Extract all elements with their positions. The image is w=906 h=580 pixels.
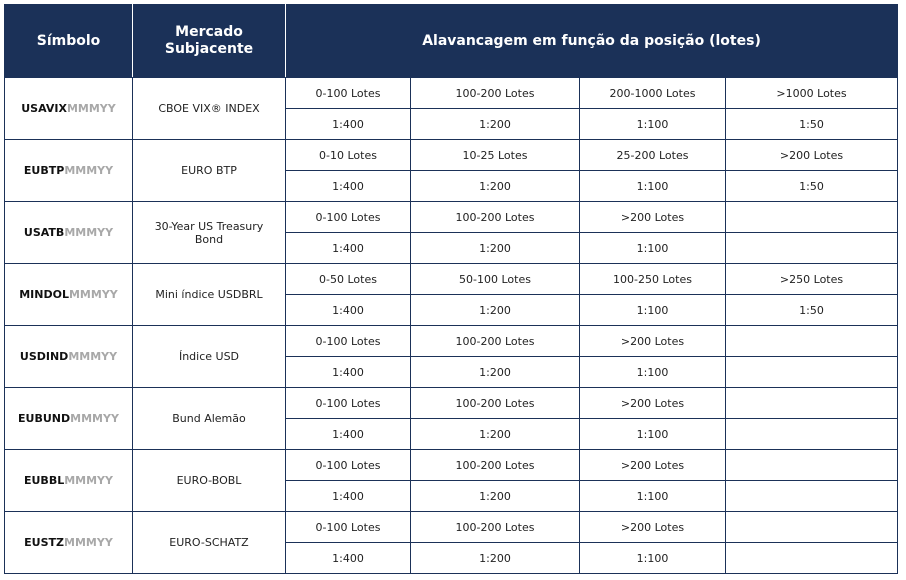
table-row-tiers (5, 78, 898, 109)
tier-cell: >200 Lotes (580, 388, 726, 419)
tier-cell: >200 Lotes (726, 140, 898, 171)
symbol-suffix: MMMYY (64, 536, 113, 549)
symbol-suffix: MMMYY (68, 288, 118, 301)
underlying-cell: EURO-SCHATZ (133, 512, 286, 574)
tier-cell: >200 Lotes (580, 512, 726, 543)
symbol-cell (5, 202, 133, 264)
leverage-cell: 1:100 (580, 481, 726, 512)
leverage-cell: 1:200 (411, 419, 580, 450)
header-underlying (133, 5, 286, 78)
leverage-table-container (4, 4, 898, 574)
tier-cell: >1000 Lotes (726, 78, 898, 109)
symbol-base: EUBBL (23, 474, 65, 487)
symbol-base: EUBUND (18, 412, 71, 425)
symbol-suffix: MMMYY (70, 412, 119, 425)
leverage-cell: 1:50 (726, 295, 898, 326)
leverage-cell: 1:200 (411, 109, 580, 140)
tier-cell: 100-200 Lotes (411, 512, 580, 543)
underlying-cell: Bund Alemão (133, 388, 286, 450)
table-row-tiers (5, 512, 898, 543)
tier-cell: 100-200 Lotes (411, 326, 580, 357)
tier-cell (726, 202, 898, 233)
leverage-cell: 1:200 (411, 295, 580, 326)
leverage-cell: 1:400 (286, 295, 411, 326)
tier-cell: 0-100 Lotes (286, 512, 411, 543)
symbol-base: USAVIX (21, 102, 67, 115)
tier-cell: 0-100 Lotes (286, 388, 411, 419)
header-symbol: Símbolo (5, 5, 133, 78)
symbol-cell (5, 140, 133, 202)
tier-cell: >200 Lotes (580, 450, 726, 481)
table-row-tiers (5, 202, 898, 233)
tier-cell: 100-200 Lotes (411, 388, 580, 419)
symbol-cell (5, 512, 133, 574)
table-row-tiers (5, 450, 898, 481)
tier-cell (726, 388, 898, 419)
tier-cell: 25-200 Lotes (580, 140, 726, 171)
leverage-cell: 1:100 (580, 295, 726, 326)
tier-cell: 0-100 Lotes (286, 78, 411, 109)
symbol-base: USDIND (19, 350, 69, 363)
symbol-suffix: MMMYY (64, 226, 114, 239)
leverage-cell: 1:400 (286, 419, 411, 450)
tier-cell: 100-200 Lotes (411, 78, 580, 109)
table-body (5, 78, 898, 574)
tier-cell: 100-250 Lotes (580, 264, 726, 295)
symbol-suffix: MMMYY (64, 164, 114, 177)
leverage-cell: 1:200 (411, 543, 580, 574)
underlying-cell: EURO BTP (133, 140, 286, 202)
leverage-cell: 1:100 (580, 109, 726, 140)
header-underlying-line1: Mercado (175, 24, 243, 40)
header-leverage: Alavancagem em função da posição (lotes) (286, 5, 898, 78)
tier-cell: 0-100 Lotes (286, 202, 411, 233)
leverage-cell: 1:400 (286, 543, 411, 574)
leverage-cell: 1:100 (580, 171, 726, 202)
header-underlying-line2: Subjacente (164, 41, 254, 57)
leverage-table (4, 4, 898, 574)
tier-cell: 200-1000 Lotes (580, 78, 726, 109)
leverage-cell: 1:100 (580, 357, 726, 388)
tier-cell: 50-100 Lotes (411, 264, 580, 295)
underlying-cell: CBOE VIX® INDEX (133, 78, 286, 140)
tier-cell: >200 Lotes (580, 326, 726, 357)
leverage-cell: 1:200 (411, 357, 580, 388)
tier-cell (726, 512, 898, 543)
symbol-cell (5, 264, 133, 326)
tier-cell: 0-100 Lotes (286, 450, 411, 481)
leverage-cell: 1:400 (286, 481, 411, 512)
leverage-cell: 1:100 (580, 419, 726, 450)
tier-cell: 100-200 Lotes (411, 450, 580, 481)
underlying-cell: EURO-BOBL (133, 450, 286, 512)
symbol-base: USATB (23, 226, 65, 239)
symbol-cell (5, 326, 133, 388)
leverage-cell: 1:200 (411, 233, 580, 264)
leverage-cell: 1:50 (726, 171, 898, 202)
underlying-cell: Mini índice USDBRL (133, 264, 286, 326)
leverage-cell (726, 357, 898, 388)
symbol-cell (5, 78, 133, 140)
tier-cell: >250 Lotes (726, 264, 898, 295)
symbol-suffix: MMMYY (66, 102, 116, 115)
leverage-cell (726, 481, 898, 512)
table-row-tiers (5, 326, 898, 357)
table-row-tiers (5, 140, 898, 171)
symbol-base: EUBTP (23, 164, 65, 177)
leverage-cell: 1:200 (411, 171, 580, 202)
leverage-cell (726, 233, 898, 264)
symbol-base: EUSTZ (24, 536, 65, 549)
tier-cell (726, 450, 898, 481)
leverage-cell: 1:400 (286, 357, 411, 388)
symbol-cell (5, 388, 133, 450)
underlying-cell: Índice USD (133, 326, 286, 388)
leverage-cell: 1:200 (411, 481, 580, 512)
leverage-cell: 1:100 (580, 543, 726, 574)
leverage-cell: 1:400 (286, 171, 411, 202)
leverage-cell: 1:100 (580, 233, 726, 264)
tier-cell: 0-10 Lotes (286, 140, 411, 171)
tier-cell: 10-25 Lotes (411, 140, 580, 171)
leverage-cell (726, 419, 898, 450)
tier-cell: >200 Lotes (580, 202, 726, 233)
table-row-tiers (5, 264, 898, 295)
symbol-suffix: MMMYY (68, 350, 118, 363)
leverage-cell: 1:400 (286, 109, 411, 140)
symbol-base: MINDOL (19, 288, 69, 301)
symbol-cell (5, 450, 133, 512)
underlying-cell: 30-Year US Treasury Bond (133, 202, 286, 264)
tier-cell: 0-100 Lotes (286, 326, 411, 357)
tier-cell (726, 326, 898, 357)
header-row (5, 5, 898, 78)
symbol-suffix: MMMYY (64, 474, 113, 487)
leverage-cell: 1:50 (726, 109, 898, 140)
table-header (5, 5, 898, 78)
tier-cell: 0-50 Lotes (286, 264, 411, 295)
leverage-cell (726, 543, 898, 574)
tier-cell: 100-200 Lotes (411, 202, 580, 233)
table-row-tiers (5, 388, 898, 419)
leverage-cell: 1:400 (286, 233, 411, 264)
